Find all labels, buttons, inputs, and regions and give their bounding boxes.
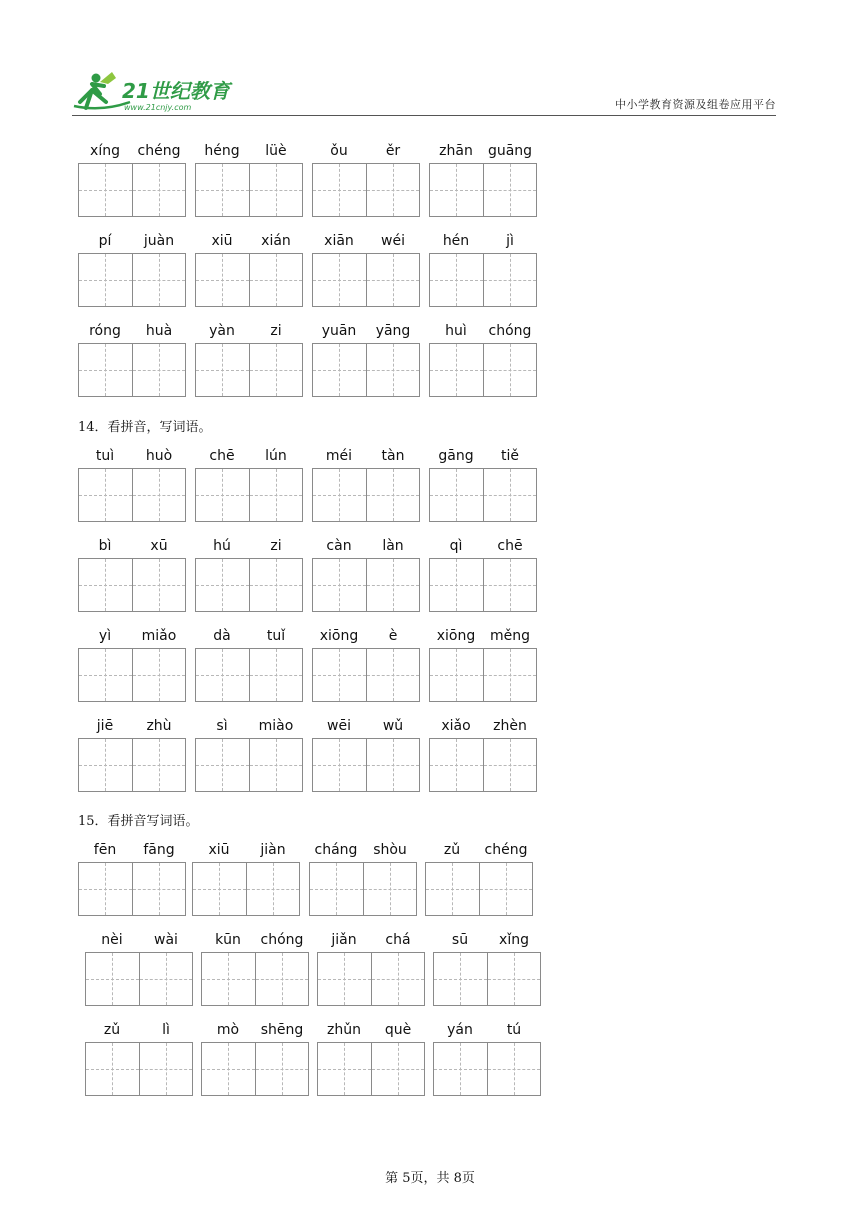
pinyin-label: wài xyxy=(154,932,178,948)
tianzige-cell[interactable] xyxy=(79,559,132,611)
writing-box-pair xyxy=(312,253,420,307)
tianzige-cell[interactable] xyxy=(483,254,537,306)
pinyin-label: chá xyxy=(385,932,411,948)
tianzige-cell[interactable] xyxy=(255,953,309,1005)
pinyin-label: tuǐ xyxy=(266,628,286,644)
pinyin-label: xiǎo xyxy=(441,718,471,734)
pinyin-label: róng xyxy=(89,323,121,339)
pinyin-label: wēi xyxy=(327,718,351,734)
page-number: 第 5页，共 8页 xyxy=(385,1171,475,1186)
pinyin-label: huà xyxy=(145,323,173,339)
pinyin-label: huò xyxy=(145,448,173,464)
tianzige-cell[interactable] xyxy=(132,559,186,611)
tianzige-cell[interactable] xyxy=(483,469,537,521)
writing-box-pair xyxy=(78,558,186,612)
writing-box-pair xyxy=(429,648,537,702)
tianzige-cell[interactable] xyxy=(249,649,303,701)
logo-text: 21世纪教育 xyxy=(122,79,230,103)
tianzige-cell[interactable] xyxy=(483,344,537,396)
writing-box-pair xyxy=(195,648,303,702)
tianzige-cell[interactable] xyxy=(79,164,132,216)
tianzige-cell[interactable] xyxy=(434,1043,487,1095)
tianzige-cell[interactable] xyxy=(430,559,483,611)
pinyin-label: zhèn xyxy=(493,718,527,734)
tianzige-cell[interactable] xyxy=(249,254,303,306)
tianzige-cell[interactable] xyxy=(132,469,186,521)
pinyin-label: fāng xyxy=(143,842,175,858)
tianzige-cell[interactable] xyxy=(434,953,487,1005)
pinyin-label: xǐng xyxy=(499,932,529,948)
writing-box-pair xyxy=(429,738,537,792)
pinyin-label: hén xyxy=(442,233,470,249)
writing-box-pair xyxy=(425,862,533,916)
tianzige-cell[interactable] xyxy=(79,344,132,396)
tianzige-cell[interactable] xyxy=(249,469,303,521)
tianzige-cell[interactable] xyxy=(196,254,249,306)
writing-box-pair xyxy=(429,558,537,612)
pinyin-label: chóng xyxy=(260,932,304,948)
tianzige-cell[interactable] xyxy=(487,953,541,1005)
pinyin-label: méi xyxy=(325,448,353,464)
pinyin-label: huì xyxy=(445,323,467,339)
tianzige-cell[interactable] xyxy=(366,649,420,701)
tianzige-cell[interactable] xyxy=(366,254,420,306)
writing-box-pair xyxy=(309,862,417,916)
pinyin-label: yuān xyxy=(321,323,357,339)
pinyin-label: è xyxy=(388,628,398,644)
tianzige-cell[interactable] xyxy=(79,739,132,791)
writing-box-pair xyxy=(78,862,186,916)
tianzige-cell[interactable] xyxy=(313,344,366,396)
pinyin-label: què xyxy=(384,1022,412,1038)
pinyin-label: chéng xyxy=(484,842,528,858)
writing-box-pair xyxy=(195,163,303,217)
tianzige-cell[interactable] xyxy=(255,1043,309,1095)
tianzige-cell[interactable] xyxy=(430,164,483,216)
tianzige-cell[interactable] xyxy=(318,953,371,1005)
tianzige-cell[interactable] xyxy=(430,649,483,701)
writing-box-pair xyxy=(85,952,193,1006)
tianzige-cell[interactable] xyxy=(366,469,420,521)
tianzige-cell[interactable] xyxy=(313,739,366,791)
pinyin-label: yán xyxy=(447,1022,473,1038)
writing-box-pair xyxy=(195,343,303,397)
writing-box-pair xyxy=(78,163,186,217)
pinyin-label: guāng xyxy=(487,143,533,159)
tianzige-cell[interactable] xyxy=(86,953,139,1005)
tianzige-cell[interactable] xyxy=(196,559,249,611)
pinyin-label: qì xyxy=(449,538,463,554)
writing-box-pair xyxy=(317,952,425,1006)
writing-box-pair xyxy=(195,253,303,307)
pinyin-label: pí xyxy=(98,233,112,249)
tianzige-cell[interactable] xyxy=(430,344,483,396)
writing-box-pair xyxy=(312,558,420,612)
pinyin-label: juàn xyxy=(143,233,175,249)
writing-box-pair xyxy=(312,648,420,702)
writing-box-pair xyxy=(195,558,303,612)
tianzige-cell[interactable] xyxy=(246,863,300,915)
tianzige-cell[interactable] xyxy=(366,344,420,396)
pinyin-label: yàn xyxy=(209,323,235,339)
pinyin-label: wǔ xyxy=(382,718,404,734)
tianzige-cell[interactable] xyxy=(371,1043,425,1095)
writing-box-pair xyxy=(312,163,420,217)
pinyin-label: shòu xyxy=(373,842,407,858)
logo-url: www.21cnjy.com xyxy=(124,103,192,112)
tianzige-cell[interactable] xyxy=(79,863,132,915)
platform-name: 中小学教育资源及组卷应用平台 xyxy=(615,98,776,111)
writing-box-pair xyxy=(429,253,537,307)
pinyin-label: sì xyxy=(216,718,228,734)
pinyin-label: chē xyxy=(209,448,235,464)
tianzige-cell[interactable] xyxy=(313,469,366,521)
pinyin-label: kūn xyxy=(215,932,241,948)
tianzige-cell[interactable] xyxy=(79,254,132,306)
pinyin-label: xíng xyxy=(90,143,120,159)
tianzige-cell[interactable] xyxy=(132,254,186,306)
tianzige-cell[interactable] xyxy=(366,164,420,216)
tianzige-cell[interactable] xyxy=(132,739,186,791)
pinyin-label: xiū xyxy=(208,842,230,858)
writing-box-pair xyxy=(429,163,537,217)
tianzige-cell[interactable] xyxy=(430,254,483,306)
writing-box-pair xyxy=(429,468,537,522)
tianzige-cell[interactable] xyxy=(202,953,255,1005)
tianzige-cell[interactable] xyxy=(193,863,246,915)
pinyin-label: zhǔn xyxy=(327,1022,361,1038)
pinyin-label: tú xyxy=(506,1022,522,1038)
writing-box-pair xyxy=(433,952,541,1006)
pinyin-label: mò xyxy=(216,1022,240,1038)
tianzige-cell[interactable] xyxy=(196,469,249,521)
writing-box-pair xyxy=(312,343,420,397)
pinyin-label: zi xyxy=(270,323,282,339)
pinyin-label: miǎo xyxy=(141,628,177,644)
tianzige-cell[interactable] xyxy=(366,559,420,611)
tianzige-cell[interactable] xyxy=(139,953,193,1005)
writing-box-pair xyxy=(78,648,186,702)
pinyin-label: miào xyxy=(258,718,294,734)
writing-box-pair xyxy=(78,468,186,522)
writing-box-pair xyxy=(201,1042,309,1096)
writing-box-pair xyxy=(429,343,537,397)
tianzige-cell[interactable] xyxy=(430,469,483,521)
pinyin-label: jiē xyxy=(96,718,114,734)
writing-box-pair xyxy=(317,1042,425,1096)
pinyin-label: hú xyxy=(213,538,231,554)
pinyin-label: xiān xyxy=(324,233,354,249)
writing-box-pair xyxy=(85,1042,193,1096)
tianzige-cell[interactable] xyxy=(313,649,366,701)
tianzige-cell[interactable] xyxy=(366,739,420,791)
pinyin-label: jiǎn xyxy=(331,932,357,948)
pinyin-label: xiōng xyxy=(436,628,476,644)
tianzige-cell[interactable] xyxy=(79,469,132,521)
pinyin-label: làn xyxy=(382,538,404,554)
pinyin-label: jiàn xyxy=(260,842,286,858)
tianzige-cell[interactable] xyxy=(86,1043,139,1095)
pinyin-label: zǔ xyxy=(103,1022,121,1038)
tianzige-cell[interactable] xyxy=(196,344,249,396)
pinyin-label: zi xyxy=(270,538,282,554)
pinyin-label: xiū xyxy=(211,233,233,249)
pinyin-label: lún xyxy=(265,448,287,464)
tianzige-cell[interactable] xyxy=(79,649,132,701)
tianzige-cell[interactable] xyxy=(363,863,417,915)
21cnjy-logo xyxy=(72,68,242,114)
tianzige-cell[interactable] xyxy=(318,1043,371,1095)
pinyin-label: yāng xyxy=(375,323,411,339)
tianzige-cell[interactable] xyxy=(196,649,249,701)
tianzige-cell[interactable] xyxy=(249,164,303,216)
tianzige-cell[interactable] xyxy=(249,739,303,791)
tianzige-cell[interactable] xyxy=(313,164,366,216)
tianzige-cell[interactable] xyxy=(479,863,533,915)
pinyin-label: zǔ xyxy=(443,842,461,858)
pinyin-label: sū xyxy=(451,932,469,948)
tianzige-cell[interactable] xyxy=(313,254,366,306)
pinyin-label: nèi xyxy=(101,932,123,948)
pinyin-label: fēn xyxy=(93,842,117,858)
pinyin-label: xiōng xyxy=(319,628,359,644)
pinyin-label: zhān xyxy=(439,143,473,159)
pinyin-label: xián xyxy=(261,233,291,249)
writing-box-pair xyxy=(78,738,186,792)
tianzige-cell[interactable] xyxy=(196,739,249,791)
writing-box-pair xyxy=(312,468,420,522)
pinyin-label: chéng xyxy=(137,143,181,159)
pinyin-label: zhù xyxy=(146,718,172,734)
pinyin-label: jì xyxy=(506,233,514,249)
tianzige-cell[interactable] xyxy=(483,649,537,701)
tianzige-cell[interactable] xyxy=(310,863,363,915)
tianzige-cell[interactable] xyxy=(196,164,249,216)
pinyin-label: tiě xyxy=(501,448,519,464)
tianzige-cell[interactable] xyxy=(430,739,483,791)
pinyin-label: shēng xyxy=(260,1022,304,1038)
pinyin-label: tuì xyxy=(95,448,115,464)
tianzige-cell[interactable] xyxy=(139,1043,193,1095)
pinyin-label: yì xyxy=(98,628,112,644)
pinyin-label: wéi xyxy=(381,233,405,249)
pinyin-label: chóng xyxy=(488,323,532,339)
tianzige-cell[interactable] xyxy=(249,344,303,396)
tianzige-cell[interactable] xyxy=(249,559,303,611)
pinyin-label: héng xyxy=(204,143,240,159)
pinyin-label: gāng xyxy=(438,448,474,464)
tianzige-cell[interactable] xyxy=(132,863,186,915)
writing-box-pair xyxy=(195,738,303,792)
tianzige-cell[interactable] xyxy=(371,953,425,1005)
writing-box-pair xyxy=(195,468,303,522)
tianzige-cell[interactable] xyxy=(487,1043,541,1095)
tianzige-cell[interactable] xyxy=(483,739,537,791)
tianzige-cell[interactable] xyxy=(132,164,186,216)
writing-box-pair xyxy=(201,952,309,1006)
pinyin-label: cháng xyxy=(314,842,358,858)
writing-box-pair xyxy=(78,253,186,307)
tianzige-cell[interactable] xyxy=(132,649,186,701)
pinyin-label: càn xyxy=(326,538,352,554)
pinyin-label: chē xyxy=(497,538,523,554)
writing-box-pair xyxy=(192,862,300,916)
writing-box-pair xyxy=(433,1042,541,1096)
tianzige-cell[interactable] xyxy=(313,559,366,611)
tianzige-cell[interactable] xyxy=(202,1043,255,1095)
pinyin-label: xū xyxy=(150,538,168,554)
page-header xyxy=(72,68,776,116)
pinyin-label: bì xyxy=(98,538,112,554)
pinyin-label: tàn xyxy=(381,448,405,464)
writing-box-pair xyxy=(312,738,420,792)
pinyin-label: lì xyxy=(162,1022,170,1038)
tianzige-cell[interactable] xyxy=(426,863,479,915)
pinyin-label: ěr xyxy=(385,143,401,159)
tianzige-cell[interactable] xyxy=(483,559,537,611)
pinyin-label: měng xyxy=(489,628,530,644)
question-title: 15．看拼音写词语。 xyxy=(78,814,199,829)
pinyin-label: ǒu xyxy=(330,143,348,159)
tianzige-cell[interactable] xyxy=(132,344,186,396)
pinyin-label: lüè xyxy=(265,143,287,159)
pinyin-label: dà xyxy=(213,628,231,644)
writing-box-pair xyxy=(78,343,186,397)
tianzige-cell[interactable] xyxy=(483,164,537,216)
question-title: 14．看拼音，写词语。 xyxy=(78,420,212,435)
